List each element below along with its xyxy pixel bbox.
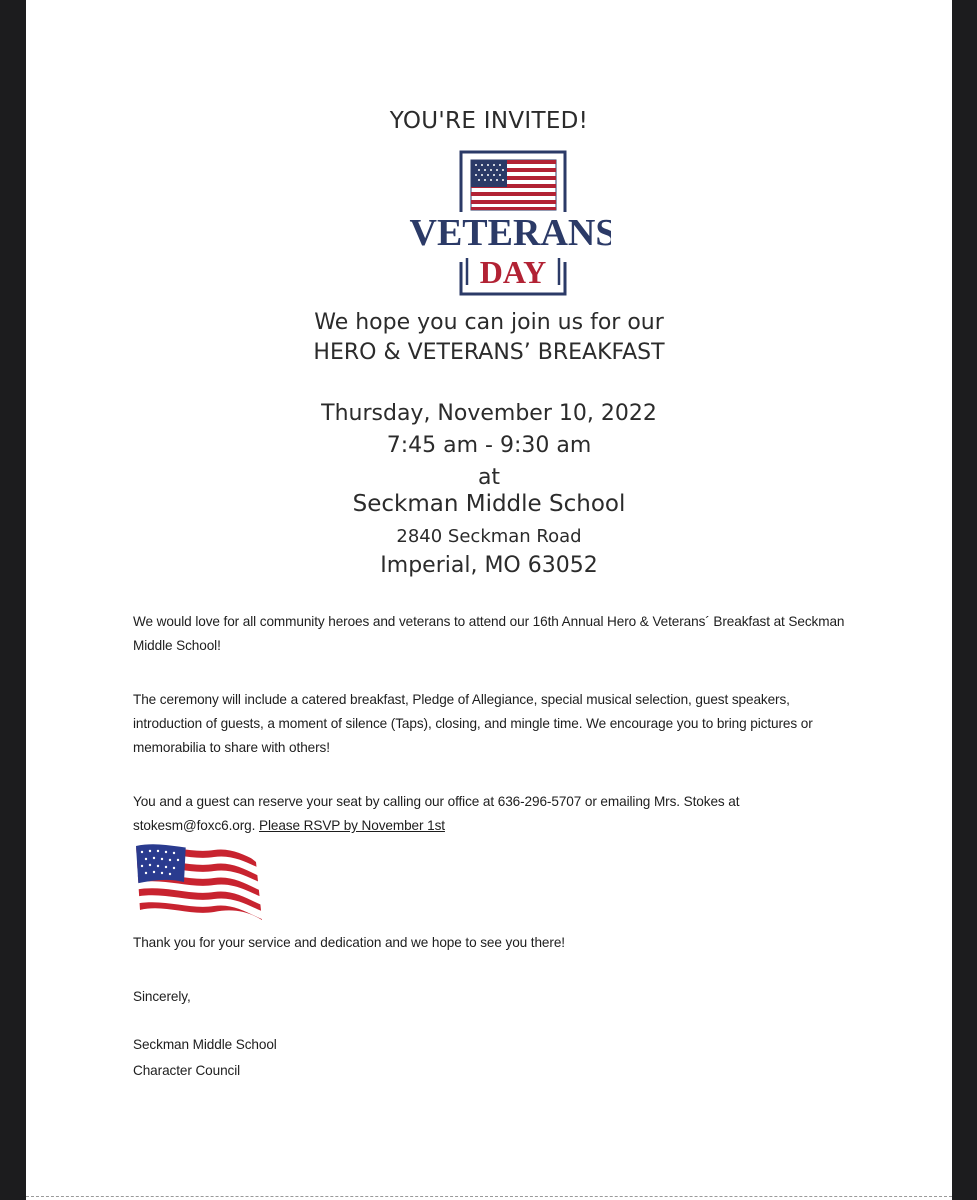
closing-line: Sincerely, xyxy=(133,989,191,1004)
logo-word-day: DAY xyxy=(479,254,547,290)
letter-paragraph-3 xyxy=(133,790,853,838)
logo-word-veterans: VETERANS xyxy=(409,212,611,254)
event-venue: Seckman Middle School xyxy=(352,491,626,517)
veterans-day-logo xyxy=(381,150,611,298)
intro-line: We hope you can join us for our xyxy=(314,310,664,335)
event-at: at xyxy=(477,465,501,490)
thank-you-line: Thank you for your service and dedication and we hope to see you there! xyxy=(133,935,565,950)
veterans-day-logo-graphic xyxy=(381,150,611,298)
signature-line-2: Character Council xyxy=(133,1063,241,1078)
event-name: HERO & VETERANS’ BREAKFAST xyxy=(313,340,665,365)
page-bottom-divider xyxy=(26,1196,952,1197)
flag-icon xyxy=(471,160,556,210)
event-date: Thursday, November 10, 2022 xyxy=(321,401,657,426)
event-time: 7:45 am - 9:30 am xyxy=(386,433,592,458)
rsvp-instructions: You and a guest can reserve your seat by calling our office at 636-296-5707 or emailing Mrs. Stokes at stokesm@foxc6.org. xyxy=(133,794,740,833)
letter-paragraph-2: The ceremony will include a catered breakfast, Pledge of Allegiance, special musical selection, guest speakers, introduction of guests, a moment of silence (Taps), closing, and mingle time. We encourage you to bring pictures or memorabilia to share with others! xyxy=(133,692,813,755)
event-city: Imperial, MO 63052 xyxy=(380,553,598,578)
letter-paragraph-1: We would love for all community heroes and veterans to attend our 16th Annual Hero & Veterans´ Breakfast at Seckman Middle School! xyxy=(133,614,845,653)
waving-flag-icon xyxy=(134,842,264,927)
event-street: 2840 Seckman Road xyxy=(396,526,582,547)
invitation-page xyxy=(26,0,952,1200)
invitation-heading: YOU'RE INVITED! xyxy=(389,108,589,134)
signature-line-1: Seckman Middle School xyxy=(133,1037,277,1052)
intro-block xyxy=(26,308,952,368)
rsvp-deadline: Please RSVP by November 1st xyxy=(259,818,445,833)
event-details xyxy=(26,398,952,494)
